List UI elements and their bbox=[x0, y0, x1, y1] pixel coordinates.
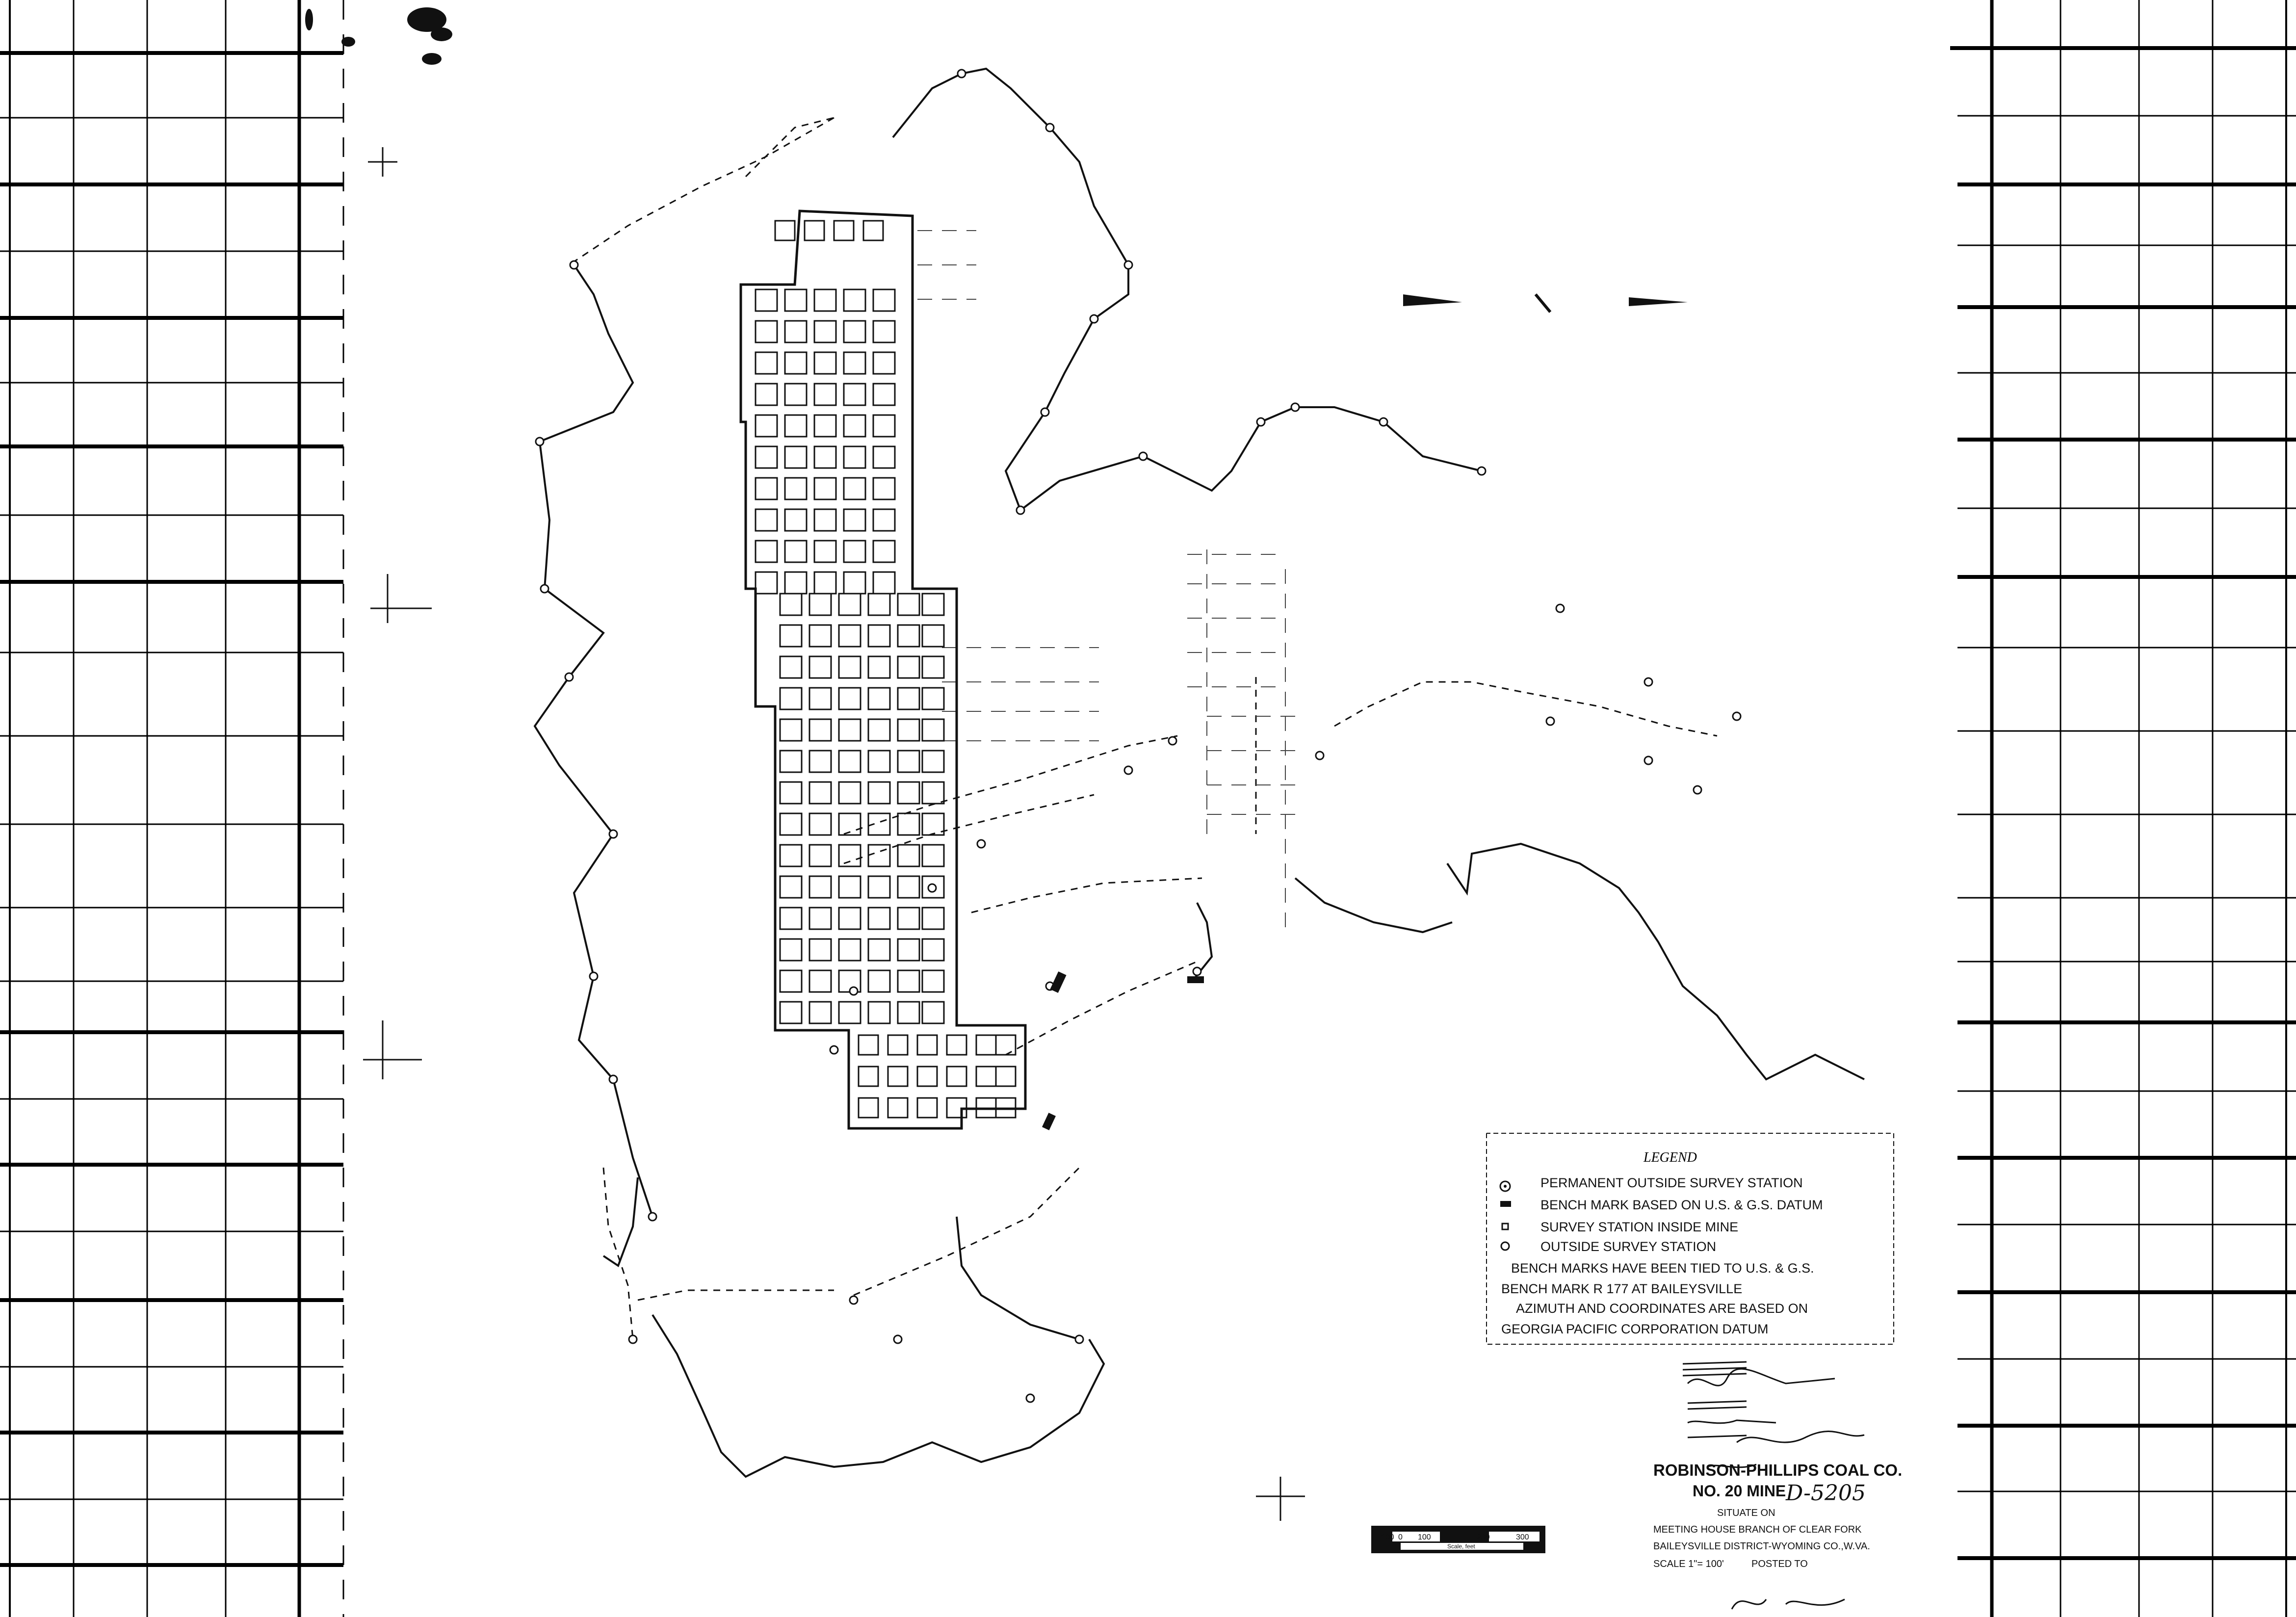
pillar bbox=[839, 845, 861, 866]
pillar bbox=[814, 509, 836, 531]
pillar bbox=[814, 289, 836, 311]
survey-station-icon bbox=[1075, 1335, 1083, 1343]
scale-tick-2: 100 bbox=[1418, 1533, 1431, 1541]
pillar bbox=[814, 384, 836, 405]
pillar bbox=[809, 719, 831, 741]
legend bbox=[1487, 1133, 1894, 1344]
pillar bbox=[839, 782, 861, 804]
title-block bbox=[1653, 1461, 1902, 1569]
legend-title: LEGEND bbox=[1644, 1150, 1697, 1165]
pillar bbox=[898, 751, 919, 772]
faint-entries bbox=[917, 231, 1295, 932]
pillar bbox=[809, 1002, 831, 1023]
pillar bbox=[785, 572, 807, 594]
pillar bbox=[785, 289, 807, 311]
pillar bbox=[780, 656, 802, 678]
company-name: ROBINSON-PHILLIPS COAL CO. bbox=[1653, 1461, 1903, 1479]
pillar bbox=[996, 1067, 1016, 1086]
pillar bbox=[780, 1002, 802, 1023]
pillar bbox=[917, 1098, 937, 1118]
pillar bbox=[814, 352, 836, 374]
survey-station-icon bbox=[850, 987, 858, 995]
pillar bbox=[780, 908, 802, 929]
scale-tick-3: 200 bbox=[1477, 1533, 1490, 1541]
pillar bbox=[922, 594, 944, 615]
survey-station-icon bbox=[1046, 124, 1054, 131]
pillar bbox=[888, 1067, 908, 1086]
legend-item-outside-station: OUTSIDE SURVEY STATION bbox=[1540, 1239, 1717, 1254]
pillar bbox=[898, 813, 919, 835]
pillar bbox=[976, 1067, 996, 1086]
survey-station-icon bbox=[590, 972, 598, 980]
legend-item-permanent-station: PERMANENT OUTSIDE SURVEY STATION bbox=[1540, 1175, 1803, 1190]
pillar bbox=[844, 541, 865, 562]
pillar bbox=[814, 415, 836, 437]
legend-note-2: BENCH MARK R 177 AT BAILEYSVILLE bbox=[1501, 1281, 1743, 1296]
pillar bbox=[780, 970, 802, 992]
pillar bbox=[888, 1035, 908, 1055]
pillar bbox=[785, 384, 807, 405]
mine-name: NO. 20 MINE bbox=[1693, 1482, 1786, 1500]
survey-station-icon bbox=[958, 70, 965, 78]
left-border-grid bbox=[0, 0, 343, 1617]
pillar bbox=[839, 1002, 861, 1023]
pillar bbox=[809, 813, 831, 835]
pillar bbox=[873, 415, 895, 437]
pillar bbox=[844, 321, 865, 342]
survey-station-icon bbox=[1380, 418, 1387, 426]
pillar bbox=[888, 1098, 908, 1118]
right-border-grid bbox=[1950, 0, 2296, 1617]
scale-tick-1: 0 bbox=[1398, 1533, 1403, 1541]
pillar bbox=[814, 446, 836, 468]
north-arrow bbox=[1403, 294, 1688, 312]
pillar bbox=[809, 782, 831, 804]
scale-caption: Scale, feet bbox=[1447, 1543, 1475, 1550]
survey-station-icon bbox=[1041, 408, 1049, 416]
pillar bbox=[780, 719, 802, 741]
survey-station-icon bbox=[1546, 717, 1554, 725]
pillar bbox=[756, 321, 777, 342]
bench-marks bbox=[1042, 971, 1204, 1130]
pillar bbox=[868, 656, 890, 678]
outside-traverse-north bbox=[893, 69, 1864, 1079]
survey-station-icon bbox=[1169, 737, 1176, 745]
pillar bbox=[780, 625, 802, 647]
pillar bbox=[873, 289, 895, 311]
pillar bbox=[809, 876, 831, 898]
pillar bbox=[839, 908, 861, 929]
pillar bbox=[868, 625, 890, 647]
survey-station-icon bbox=[609, 1075, 617, 1083]
pillar bbox=[809, 970, 831, 992]
survey-station-icon bbox=[1124, 261, 1132, 269]
situate-label: SITUATE ON bbox=[1717, 1508, 1775, 1518]
survey-station-icon bbox=[629, 1335, 637, 1343]
pillar bbox=[780, 939, 802, 961]
pillar bbox=[809, 594, 831, 615]
survey-station-icon bbox=[609, 830, 617, 838]
legend-note-3: AZIMUTH AND COORDINATES ARE BASED ON bbox=[1516, 1301, 1808, 1316]
pillar bbox=[839, 876, 861, 898]
survey-station-icon bbox=[1291, 403, 1299, 411]
pillar bbox=[922, 1002, 944, 1023]
pillar bbox=[834, 221, 854, 240]
pillar bbox=[922, 908, 944, 929]
survey-station-icon bbox=[1478, 467, 1486, 475]
survey-station-icon bbox=[649, 1213, 656, 1221]
pillar bbox=[898, 594, 919, 615]
pillar bbox=[922, 845, 944, 866]
survey-station-icon bbox=[541, 585, 548, 593]
posted-text: POSTED TO bbox=[1751, 1559, 1808, 1569]
pillar bbox=[873, 478, 895, 499]
pillar bbox=[844, 415, 865, 437]
pillar bbox=[756, 352, 777, 374]
pillar bbox=[814, 478, 836, 499]
scale-tick-4: 300 bbox=[1516, 1533, 1529, 1541]
survey-station-icon bbox=[830, 1046, 838, 1054]
pillar bbox=[785, 321, 807, 342]
pillar bbox=[868, 594, 890, 615]
pillar bbox=[873, 321, 895, 342]
pillar bbox=[756, 289, 777, 311]
survey-station-icon bbox=[1193, 967, 1201, 975]
pillar bbox=[785, 541, 807, 562]
scale-tick-0: 100 bbox=[1381, 1533, 1394, 1541]
pillar bbox=[780, 845, 802, 866]
survey-station-icon bbox=[977, 840, 985, 848]
pillar bbox=[922, 970, 944, 992]
pillar bbox=[809, 845, 831, 866]
survey-station-icon bbox=[928, 884, 936, 892]
survey-station-icon bbox=[1124, 766, 1132, 774]
survey-station-icon bbox=[1694, 786, 1701, 794]
pillar bbox=[844, 352, 865, 374]
survey-station-icon bbox=[1644, 756, 1652, 764]
pillar bbox=[859, 1035, 878, 1055]
permanent-station-dot bbox=[1504, 1185, 1507, 1188]
legend-item-bench-mark: BENCH MARK BASED ON U.S. & G.S. DATUM bbox=[1540, 1198, 1823, 1212]
pillar bbox=[844, 289, 865, 311]
pillar bbox=[844, 384, 865, 405]
pillar bbox=[839, 751, 861, 772]
survey-station-icon bbox=[570, 261, 578, 269]
pillar bbox=[844, 509, 865, 531]
pillar bbox=[922, 782, 944, 804]
pillar bbox=[756, 478, 777, 499]
pillar bbox=[868, 1002, 890, 1023]
pillar bbox=[756, 541, 777, 562]
pillar bbox=[922, 656, 944, 678]
pillar bbox=[868, 719, 890, 741]
pillar bbox=[898, 625, 919, 647]
pillar bbox=[780, 782, 802, 804]
pillar bbox=[873, 541, 895, 562]
pillar bbox=[868, 688, 890, 709]
pillar bbox=[859, 1067, 878, 1086]
pillar bbox=[809, 688, 831, 709]
pillar bbox=[996, 1035, 1016, 1055]
pillar bbox=[976, 1035, 996, 1055]
pillar bbox=[868, 782, 890, 804]
pillar bbox=[898, 688, 919, 709]
pillar bbox=[873, 446, 895, 468]
pillar bbox=[785, 352, 807, 374]
pillar bbox=[898, 782, 919, 804]
pillar bbox=[839, 656, 861, 678]
pillar bbox=[839, 939, 861, 961]
pillar bbox=[844, 572, 865, 594]
pillar bbox=[868, 970, 890, 992]
registration-marks bbox=[363, 147, 1305, 1521]
pillar bbox=[947, 1067, 966, 1086]
pillar bbox=[873, 384, 895, 405]
pillar bbox=[844, 478, 865, 499]
pillar bbox=[868, 876, 890, 898]
bench-mark-icon bbox=[1500, 1201, 1511, 1207]
pillar bbox=[873, 572, 895, 594]
scale-text: SCALE 1"= 100' bbox=[1653, 1559, 1724, 1569]
pillar bbox=[839, 594, 861, 615]
pillar bbox=[859, 1098, 878, 1118]
location-line-2: BAILEYSVILLE DISTRICT-WYOMING CO.,W.VA. bbox=[1653, 1541, 1870, 1552]
legend-note-4: GEORGIA PACIFIC CORPORATION DATUM bbox=[1501, 1322, 1769, 1336]
pillar bbox=[756, 446, 777, 468]
pillar-grid bbox=[756, 221, 1016, 1118]
survey-station-icon bbox=[1026, 1394, 1034, 1402]
survey-station-icon bbox=[1644, 678, 1652, 686]
pillar bbox=[922, 719, 944, 741]
pillar bbox=[780, 594, 802, 615]
outside-station-icon bbox=[1501, 1242, 1509, 1250]
pillar bbox=[756, 509, 777, 531]
mine-workings bbox=[741, 211, 1025, 1128]
survey-station-icon bbox=[1316, 752, 1324, 759]
pillar bbox=[809, 751, 831, 772]
pillar bbox=[809, 908, 831, 929]
pillar bbox=[780, 876, 802, 898]
pillar bbox=[785, 415, 807, 437]
legend-item-inside-station: SURVEY STATION INSIDE MINE bbox=[1540, 1220, 1739, 1234]
pillar bbox=[898, 876, 919, 898]
pillar bbox=[814, 321, 836, 342]
pillar bbox=[898, 719, 919, 741]
pillar bbox=[922, 688, 944, 709]
pillar bbox=[780, 813, 802, 835]
pillar bbox=[898, 1002, 919, 1023]
pillar bbox=[785, 509, 807, 531]
pillar bbox=[898, 845, 919, 866]
pillar bbox=[917, 1035, 937, 1055]
pillar bbox=[873, 509, 895, 531]
pillar bbox=[863, 221, 883, 240]
legend-note-1: BENCH MARKS HAVE BEEN TIED TO U.S. & G.S. bbox=[1511, 1261, 1814, 1276]
pillar bbox=[785, 478, 807, 499]
survey-station-icon bbox=[565, 673, 573, 681]
pillar bbox=[780, 751, 802, 772]
pillar bbox=[814, 541, 836, 562]
pillar bbox=[898, 970, 919, 992]
survey-station-icon bbox=[1139, 452, 1147, 460]
pillar bbox=[839, 719, 861, 741]
pillar bbox=[922, 813, 944, 835]
pillar bbox=[898, 908, 919, 929]
pillar bbox=[809, 656, 831, 678]
drawing-number: D-5205 bbox=[1786, 1481, 1866, 1506]
pillar bbox=[844, 446, 865, 468]
pillar bbox=[947, 1035, 966, 1055]
survey-station-icon bbox=[1257, 418, 1265, 426]
pillar bbox=[922, 939, 944, 961]
pillar bbox=[917, 1067, 937, 1086]
survey-station-icon bbox=[1733, 712, 1741, 720]
pillar bbox=[868, 908, 890, 929]
pillar bbox=[898, 656, 919, 678]
pillar bbox=[756, 384, 777, 405]
pillar bbox=[839, 625, 861, 647]
pillar bbox=[809, 939, 831, 961]
pillar bbox=[868, 845, 890, 866]
pillar bbox=[809, 625, 831, 647]
pillar bbox=[785, 446, 807, 468]
pillar bbox=[839, 688, 861, 709]
survey-station-icon bbox=[1556, 604, 1564, 612]
survey-station-icon bbox=[894, 1335, 902, 1343]
pillar bbox=[805, 221, 824, 240]
survey-station-icon bbox=[850, 1296, 858, 1304]
survey-station-icon bbox=[1090, 315, 1098, 323]
pillar bbox=[780, 688, 802, 709]
scan-smudges bbox=[305, 7, 452, 65]
survey-station-icon bbox=[1017, 506, 1024, 514]
scale-bar bbox=[1371, 1526, 1545, 1553]
pillar bbox=[868, 751, 890, 772]
inside-station-icon bbox=[1502, 1224, 1508, 1229]
pillar bbox=[873, 352, 895, 374]
pillar bbox=[922, 751, 944, 772]
pillar bbox=[756, 415, 777, 437]
pillar bbox=[756, 572, 777, 594]
pillar bbox=[922, 625, 944, 647]
location-line-1: MEETING HOUSE BRANCH OF CLEAR FORK bbox=[1653, 1524, 1862, 1535]
pillar bbox=[898, 939, 919, 961]
survey-station-icon bbox=[536, 438, 544, 445]
pillar bbox=[814, 572, 836, 594]
pillar bbox=[775, 221, 795, 240]
pillar bbox=[868, 939, 890, 961]
